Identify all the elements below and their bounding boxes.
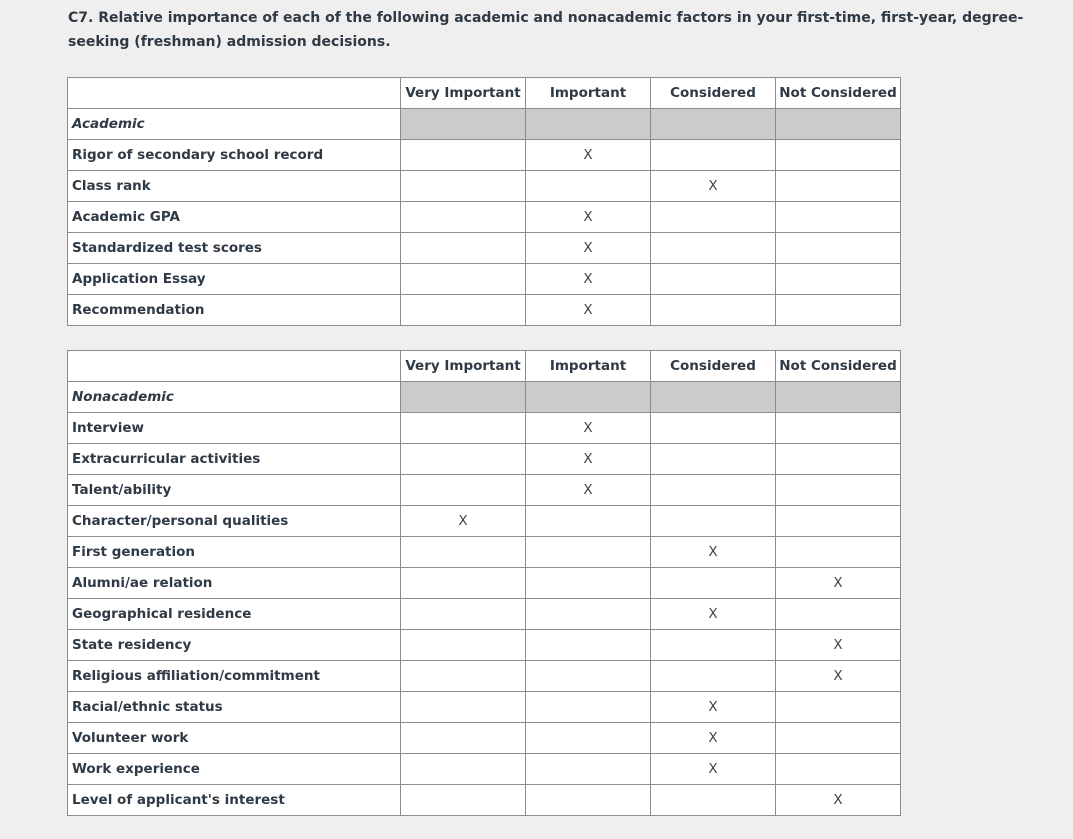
mark-cell-considered <box>651 202 776 233</box>
factor-label: Rigor of secondary school record <box>68 140 401 171</box>
mark-cell-important <box>526 723 651 754</box>
mark-cell-important: X <box>526 475 651 506</box>
mark-cell-not-considered: X <box>776 661 901 692</box>
mark-cell-important: X <box>526 233 651 264</box>
table-row <box>68 537 901 568</box>
mark-cell-important: X <box>526 202 651 233</box>
header-row <box>68 78 901 109</box>
factor-label: Work experience <box>68 754 401 785</box>
column-header-very-important: Very Important <box>401 351 526 382</box>
mark-cell-not-considered <box>776 140 901 171</box>
mark-cell-not-considered <box>776 444 901 475</box>
table-row <box>68 140 901 171</box>
factor-label: Level of applicant's interest <box>68 785 401 816</box>
mark-cell-considered: X <box>651 537 776 568</box>
mark-cell-important: X <box>526 444 651 475</box>
shaded-cell <box>401 382 526 413</box>
column-header-very-important: Very Important <box>401 78 526 109</box>
table-row <box>68 171 901 202</box>
table-row <box>68 599 901 630</box>
mark-cell-considered <box>651 785 776 816</box>
mark-cell-not-considered <box>776 754 901 785</box>
column-header-not-considered: Not Considered <box>776 78 901 109</box>
nonacademic-table-body <box>68 382 901 816</box>
mark-cell-not-considered <box>776 599 901 630</box>
mark-cell-important <box>526 754 651 785</box>
shaded-cell <box>776 109 901 140</box>
table-row <box>68 413 901 444</box>
mark-cell-considered <box>651 630 776 661</box>
mark-cell-not-considered <box>776 692 901 723</box>
section-label-academic: Academic <box>68 109 401 140</box>
mark-cell-important <box>526 568 651 599</box>
table-row <box>68 202 901 233</box>
mark-cell-considered <box>651 413 776 444</box>
mark-cell-very-important <box>401 140 526 171</box>
shaded-cell <box>651 382 776 413</box>
mark-cell-important <box>526 785 651 816</box>
table-row <box>68 723 901 754</box>
question-heading: C7. Relative importance of each of the following academic and nonacademic factors in your first-time, first-year, degree-seeking (freshman) admission decisions. <box>68 10 1024 50</box>
mark-cell-not-considered <box>776 413 901 444</box>
mark-cell-important <box>526 692 651 723</box>
table-row <box>68 295 901 326</box>
mark-cell-important <box>526 661 651 692</box>
mark-cell-considered <box>651 233 776 264</box>
mark-cell-very-important <box>401 233 526 264</box>
mark-cell-considered: X <box>651 692 776 723</box>
factor-label: Racial/ethnic status <box>68 692 401 723</box>
mark-cell-very-important <box>401 202 526 233</box>
mark-cell-very-important <box>401 413 526 444</box>
mark-cell-considered <box>651 264 776 295</box>
table-row <box>68 785 901 816</box>
mark-cell-very-important <box>401 568 526 599</box>
section-row <box>68 382 901 413</box>
mark-cell-very-important <box>401 171 526 202</box>
mark-cell-considered: X <box>651 599 776 630</box>
factor-label: Recommendation <box>68 295 401 326</box>
mark-cell-not-considered <box>776 723 901 754</box>
mark-cell-very-important <box>401 599 526 630</box>
mark-cell-important: X <box>526 413 651 444</box>
mark-cell-very-important <box>401 444 526 475</box>
mark-cell-important <box>526 630 651 661</box>
mark-cell-very-important <box>401 661 526 692</box>
mark-cell-not-considered: X <box>776 568 901 599</box>
table-row <box>68 692 901 723</box>
table-row <box>68 233 901 264</box>
academic-table-body <box>68 109 901 326</box>
factor-label: Religious affiliation/commitment <box>68 661 401 692</box>
mark-cell-considered: X <box>651 754 776 785</box>
table-row <box>68 264 901 295</box>
mark-cell-considered <box>651 661 776 692</box>
nonacademic-factors-table <box>67 350 901 816</box>
factor-label: Application Essay <box>68 264 401 295</box>
mark-cell-very-important <box>401 754 526 785</box>
mark-cell-not-considered: X <box>776 630 901 661</box>
factor-label: Class rank <box>68 171 401 202</box>
factor-label: Extracurricular activities <box>68 444 401 475</box>
mark-cell-not-considered <box>776 233 901 264</box>
mark-cell-important: X <box>526 140 651 171</box>
factor-label: Standardized test scores <box>68 233 401 264</box>
shaded-cell <box>401 109 526 140</box>
column-header-important: Important <box>526 78 651 109</box>
header-blank <box>68 351 401 382</box>
mark-cell-considered: X <box>651 723 776 754</box>
column-header-considered: Considered <box>651 78 776 109</box>
mark-cell-considered <box>651 295 776 326</box>
mark-cell-very-important <box>401 785 526 816</box>
mark-cell-not-considered <box>776 264 901 295</box>
mark-cell-not-considered <box>776 475 901 506</box>
factor-label: Academic GPA <box>68 202 401 233</box>
table-row <box>68 568 901 599</box>
mark-cell-not-considered <box>776 202 901 233</box>
table-row <box>68 475 901 506</box>
table-row <box>68 754 901 785</box>
column-header-considered: Considered <box>651 351 776 382</box>
table-row <box>68 661 901 692</box>
mark-cell-important <box>526 599 651 630</box>
section-row <box>68 109 901 140</box>
mark-cell-important <box>526 537 651 568</box>
header-row <box>68 351 901 382</box>
academic-factors-table <box>67 77 901 326</box>
table-row <box>68 444 901 475</box>
mark-cell-important: X <box>526 295 651 326</box>
factor-label: Volunteer work <box>68 723 401 754</box>
mark-cell-not-considered <box>776 295 901 326</box>
shaded-cell <box>651 109 776 140</box>
mark-cell-very-important <box>401 295 526 326</box>
mark-cell-very-important: X <box>401 506 526 537</box>
mark-cell-important: X <box>526 264 651 295</box>
mark-cell-very-important <box>401 537 526 568</box>
mark-cell-important <box>526 171 651 202</box>
mark-cell-important <box>526 506 651 537</box>
mark-cell-not-considered: X <box>776 785 901 816</box>
mark-cell-very-important <box>401 723 526 754</box>
mark-cell-very-important <box>401 264 526 295</box>
mark-cell-considered <box>651 568 776 599</box>
shaded-cell <box>526 109 651 140</box>
factor-label: State residency <box>68 630 401 661</box>
column-header-important: Important <box>526 351 651 382</box>
mark-cell-very-important <box>401 630 526 661</box>
table-row <box>68 630 901 661</box>
mark-cell-considered <box>651 475 776 506</box>
mark-cell-very-important <box>401 692 526 723</box>
header-blank <box>68 78 401 109</box>
mark-cell-considered <box>651 444 776 475</box>
mark-cell-not-considered <box>776 537 901 568</box>
mark-cell-considered: X <box>651 171 776 202</box>
mark-cell-considered <box>651 506 776 537</box>
factor-label: Talent/ability <box>68 475 401 506</box>
mark-cell-very-important <box>401 475 526 506</box>
column-header-not-considered: Not Considered <box>776 351 901 382</box>
section-label-nonacademic: Nonacademic <box>68 382 401 413</box>
factor-label: Interview <box>68 413 401 444</box>
table-row <box>68 506 901 537</box>
factor-label: Geographical residence <box>68 599 401 630</box>
shaded-cell <box>776 382 901 413</box>
shaded-cell <box>526 382 651 413</box>
mark-cell-not-considered <box>776 506 901 537</box>
factor-label: First generation <box>68 537 401 568</box>
mark-cell-considered <box>651 140 776 171</box>
mark-cell-not-considered <box>776 171 901 202</box>
factor-label: Character/personal qualities <box>68 506 401 537</box>
factor-label: Alumni/ae relation <box>68 568 401 599</box>
